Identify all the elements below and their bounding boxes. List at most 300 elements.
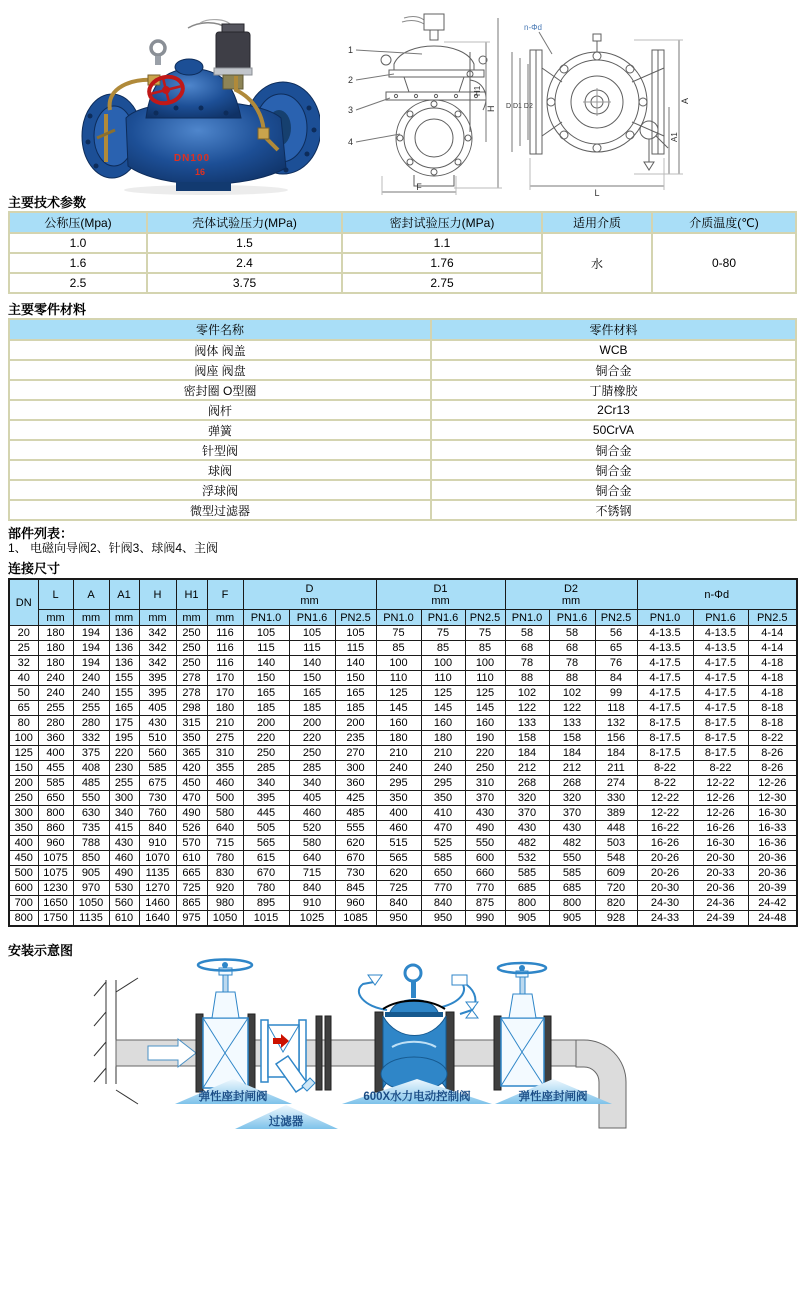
table-cell: 170: [207, 671, 243, 686]
table-cell: 395: [139, 671, 176, 686]
table-cell: 395: [243, 791, 289, 806]
table-cell: 275: [207, 731, 243, 746]
table-cell: 310: [207, 746, 243, 761]
table-cell: 950: [421, 911, 465, 927]
column-group-nphid: n-Φd: [637, 579, 797, 610]
table-row: [9, 881, 797, 896]
table-cell: 115: [243, 641, 289, 656]
table-cell: 970: [73, 881, 109, 896]
table-row: [9, 686, 797, 701]
table-cell: 840: [421, 896, 465, 911]
section-title-dimensions: 连接尺寸: [8, 561, 61, 576]
table-cell: 565: [243, 836, 289, 851]
table-cell: 585: [505, 866, 549, 881]
table-cell: 725: [176, 881, 207, 896]
table-cell: 585: [549, 866, 595, 881]
front-view-drawing: [512, 32, 683, 190]
table-cell: 1.0: [9, 233, 147, 253]
table-cell: 300: [9, 806, 38, 821]
table-cell: 470: [176, 791, 207, 806]
valve-base: [176, 182, 231, 191]
table-cell: 405: [139, 701, 176, 716]
table-cell: 610: [109, 911, 139, 927]
table-cell: 503: [595, 836, 637, 851]
table-cell: 4-17.5: [637, 656, 693, 671]
table-cell: 375: [73, 746, 109, 761]
table-cell: 16-33: [748, 821, 797, 836]
table-cell: 585: [139, 761, 176, 776]
table-cell: 1070: [139, 851, 176, 866]
table-cell: 165: [289, 686, 335, 701]
table-cell: 505: [243, 821, 289, 836]
table-row: [9, 360, 796, 380]
section-title-parts-list: 部件列表：: [8, 526, 74, 541]
table-cell: 20-33: [693, 866, 748, 881]
table-cell: 250: [9, 791, 38, 806]
table-cell: 370: [465, 791, 505, 806]
table-cell: 532: [505, 851, 549, 866]
table-cell: 1.1: [342, 233, 542, 253]
table-cell: 448: [595, 821, 637, 836]
dim-label-ddd: D D1 D2: [506, 103, 533, 110]
table-cell: 12-30: [748, 791, 797, 806]
pn-header: PN1.0: [376, 610, 421, 626]
table-cell: 110: [465, 671, 505, 686]
table-row: [9, 731, 797, 746]
table-cell: 300: [109, 791, 139, 806]
table-cell: 56: [595, 626, 637, 641]
table-cell: 285: [243, 761, 289, 776]
table-cell: 3.75: [147, 273, 342, 293]
table-cell: 12-22: [637, 806, 693, 821]
table-cell: 阀杆: [9, 400, 431, 420]
table-cell: 75: [421, 626, 465, 641]
column-header: A: [73, 579, 109, 610]
table-cell: 160: [465, 716, 505, 731]
table-cell: 445: [243, 806, 289, 821]
photo-marking-pn: 16: [194, 167, 206, 177]
table-cell: 100: [376, 656, 421, 671]
table-cell: 490: [109, 866, 139, 881]
table-cell: 1640: [139, 911, 176, 927]
column-header: 零件材料: [431, 319, 796, 340]
table-cell: 2Cr13: [431, 400, 796, 420]
table-cell: 990: [465, 911, 505, 927]
table-cell: 482: [549, 836, 595, 851]
table-cell: 250: [465, 761, 505, 776]
table-cell: WCB: [431, 340, 796, 360]
table-cell: 12-22: [637, 791, 693, 806]
table-cell: 278: [176, 671, 207, 686]
part-number-2: 2: [348, 75, 354, 85]
table-cell: 548: [595, 851, 637, 866]
pn-header: PN2.5: [595, 610, 637, 626]
table-cell: 840: [139, 821, 176, 836]
table-cell: 4-18: [748, 686, 797, 701]
part-number-3: 3: [348, 105, 354, 115]
table-cell: 8-22: [748, 731, 797, 746]
table-cell: 102: [505, 686, 549, 701]
table-cell: 75: [376, 626, 421, 641]
table-cell: 铜合金: [431, 440, 796, 460]
table-cell: 4-13.5: [637, 626, 693, 641]
table-row: [9, 701, 797, 716]
table-cell: 295: [376, 776, 421, 791]
table-cell: 弹簧: [9, 420, 431, 440]
table-cell: 75: [465, 626, 505, 641]
table-cell: 12-26: [693, 806, 748, 821]
table-cell: 118: [595, 701, 637, 716]
table-cell: 160: [376, 716, 421, 731]
table-cell: 150: [9, 761, 38, 776]
table-cell: 310: [465, 776, 505, 791]
table-cell: 1135: [73, 911, 109, 927]
section-title-tech-params: 主要技术参数: [8, 195, 87, 210]
table-cell: 330: [595, 791, 637, 806]
table-cell: 58: [505, 626, 549, 641]
table-cell: 24-36: [693, 896, 748, 911]
table-cell: 155: [109, 671, 139, 686]
table-cell: 905: [73, 866, 109, 881]
table-cell: 4-18: [748, 671, 797, 686]
column-header: H: [139, 579, 176, 610]
dim-label-a: A: [680, 97, 690, 104]
table-cell: 350: [421, 791, 465, 806]
table-cell: 735: [73, 821, 109, 836]
pn-header: PN1.6: [289, 610, 335, 626]
table-cell: 145: [376, 701, 421, 716]
table-cell: 球阀: [9, 460, 431, 480]
table-cell: 133: [505, 716, 549, 731]
table-cell: 460: [109, 851, 139, 866]
table-cell: 4-17.5: [693, 671, 748, 686]
table-cell: 670: [243, 866, 289, 881]
table-cell: 950: [376, 911, 421, 927]
column-header: F: [207, 579, 243, 610]
column-header: 介质温度(℃): [652, 212, 796, 233]
table-cell: 80: [9, 716, 38, 731]
table-cell: 4-17.5: [693, 686, 748, 701]
table-cell: 2.5: [9, 273, 147, 293]
table-cell: 165: [109, 701, 139, 716]
table-cell: 150: [289, 671, 335, 686]
table-cell: 20-30: [637, 881, 693, 896]
table-cell: 16-30: [693, 836, 748, 851]
table-row: [9, 806, 797, 821]
table-cell: 715: [207, 836, 243, 851]
table-cell: 1050: [207, 911, 243, 927]
table-row: [9, 420, 796, 440]
table-cell: 84: [595, 671, 637, 686]
label-control-valve: 600X水力电动控制阀: [363, 1091, 471, 1103]
table-cell: 铜合金: [431, 480, 796, 500]
table-cell: 212: [505, 761, 549, 776]
table-cell: 220: [465, 746, 505, 761]
table-cell: 200: [9, 776, 38, 791]
table-cell: 阀座 阀盘: [9, 360, 431, 380]
pipe-elbow: [576, 1040, 626, 1128]
table-cell: 565: [376, 851, 421, 866]
table-cell: 190: [465, 731, 505, 746]
table-cell: 微型过滤器: [9, 500, 431, 520]
table-cell: 350: [176, 731, 207, 746]
table-cell: 230: [109, 761, 139, 776]
table-cell: 342: [139, 656, 176, 671]
gate-valve-right: [494, 963, 551, 1090]
table-cell-medium: 水: [542, 233, 652, 293]
dim-label-nphid: n-Φd: [524, 23, 542, 32]
table-cell: 250: [176, 626, 207, 641]
table-row: [9, 896, 797, 911]
table-cell: 8-17.5: [693, 731, 748, 746]
table-cell: 170: [207, 686, 243, 701]
table-cell: 255: [109, 776, 139, 791]
table-cell: 24-33: [637, 911, 693, 927]
table-cell: 640: [289, 851, 335, 866]
table-cell: 400: [38, 746, 73, 761]
table-cell: 40: [9, 671, 38, 686]
pn-header: PN1.0: [505, 610, 549, 626]
table-cell: 250: [176, 656, 207, 671]
table-cell: 240: [73, 671, 109, 686]
table-cell: 280: [73, 716, 109, 731]
table-cell: 200: [289, 716, 335, 731]
table-cell: 830: [207, 866, 243, 881]
table-cell: 4-14: [748, 641, 797, 656]
table-cell: 132: [595, 716, 637, 731]
parts-list-line: 1、 电磁向导阀2、针阀3、球阀4、主阀: [8, 541, 219, 555]
table-cell: 700: [9, 896, 38, 911]
table-cell: 350: [9, 821, 38, 836]
table-cell: 158: [549, 731, 595, 746]
table-cell: 铜合金: [431, 360, 796, 380]
table-cell: 1025: [289, 911, 335, 927]
table-cell: 685: [549, 881, 595, 896]
table-cell: 122: [505, 701, 549, 716]
table-cell: 515: [376, 836, 421, 851]
table-cell: 240: [376, 761, 421, 776]
table-cell: 115: [289, 641, 335, 656]
column-group-d: D mm: [243, 579, 376, 610]
table-cell: 4-18: [748, 656, 797, 671]
table-row: [9, 233, 796, 253]
table-cell: 4-17.5: [693, 656, 748, 671]
table-cell: 133: [549, 716, 595, 731]
table-header-row: [9, 579, 797, 610]
table-cell: 16-26: [637, 836, 693, 851]
table-row: [9, 671, 797, 686]
table-cell: 1.76: [342, 253, 542, 273]
table-cell: 405: [289, 791, 335, 806]
table-cell: 270: [335, 746, 376, 761]
pn-header: PN1.6: [421, 610, 465, 626]
table-cell: 865: [176, 896, 207, 911]
table-cell: 156: [595, 731, 637, 746]
table-cell: 355: [207, 761, 243, 776]
table-row: [9, 500, 796, 520]
table-cell: 68: [505, 641, 549, 656]
table-cell: 20-36: [748, 851, 797, 866]
table-cell: 85: [421, 641, 465, 656]
table-cell: 85: [376, 641, 421, 656]
dim-label-h: H: [486, 105, 496, 112]
table-cell: 210: [207, 716, 243, 731]
dim-label-a1: A1: [670, 132, 679, 142]
table-cell: 455: [38, 761, 73, 776]
table-cell: 332: [73, 731, 109, 746]
table-cell: 485: [73, 776, 109, 791]
table-cell: 425: [335, 791, 376, 806]
pn-header: PN2.5: [335, 610, 376, 626]
table-cell: 8-17.5: [637, 746, 693, 761]
table-cell: 150: [243, 671, 289, 686]
table-cell: 630: [73, 806, 109, 821]
table-cell: 490: [465, 821, 505, 836]
table-cell: 960: [335, 896, 376, 911]
table-cell: 184: [595, 746, 637, 761]
table-cell: 200: [243, 716, 289, 731]
table-cell: 136: [109, 626, 139, 641]
table-cell: 268: [505, 776, 549, 791]
table-cell: 12-22: [693, 776, 748, 791]
table-cell: 510: [139, 731, 176, 746]
table-row: [9, 400, 796, 420]
table-cell: 125: [376, 686, 421, 701]
materials-table: [8, 318, 797, 521]
table-header-row: [9, 319, 796, 340]
table-cell: 99: [595, 686, 637, 701]
table-cell: 180: [376, 731, 421, 746]
unit-header: mm: [139, 610, 176, 626]
table-cell: 20-39: [748, 881, 797, 896]
table-row: [9, 716, 797, 731]
table-cell: 2.4: [147, 253, 342, 273]
table-cell: 725: [376, 881, 421, 896]
table-cell: 180: [421, 731, 465, 746]
pn-header: PN1.6: [693, 610, 748, 626]
table-cell: 24-42: [748, 896, 797, 911]
table-cell: 240: [38, 686, 73, 701]
table-cell: 570: [176, 836, 207, 851]
table-cell: 2.75: [342, 273, 542, 293]
table-cell: 8-26: [748, 746, 797, 761]
table-cell: 500: [9, 866, 38, 881]
table-cell: 980: [207, 896, 243, 911]
table-cell: 密封圈 O型圈: [9, 380, 431, 400]
table-cell: 780: [243, 881, 289, 896]
table-cell: 920: [207, 881, 243, 896]
table-cell: 415: [109, 821, 139, 836]
table-cell: 800: [505, 896, 549, 911]
table-cell: 1.6: [9, 253, 147, 273]
pn-header: PN1.0: [243, 610, 289, 626]
table-cell: 8-22: [637, 761, 693, 776]
table-cell: 640: [207, 821, 243, 836]
table-cell: 278: [176, 686, 207, 701]
table-cell: 20-36: [693, 881, 748, 896]
table-cell: 85: [465, 641, 505, 656]
table-cell: 560: [109, 896, 139, 911]
table-cell: 845: [335, 881, 376, 896]
table-cell: 525: [421, 836, 465, 851]
table-row: [9, 480, 796, 500]
table-cell: 770: [421, 881, 465, 896]
table-cell: 408: [73, 761, 109, 776]
column-group-d2: D2 mm: [505, 579, 637, 610]
table-cell: 65: [595, 641, 637, 656]
table-cell: 730: [335, 866, 376, 881]
table-cell: 450: [9, 851, 38, 866]
table-cell: 184: [505, 746, 549, 761]
table-row: [9, 440, 796, 460]
table-cell: 8-18: [748, 701, 797, 716]
table-cell: 1460: [139, 896, 176, 911]
table-cell: 555: [335, 821, 376, 836]
table-cell: 136: [109, 641, 139, 656]
table-cell: 210: [421, 746, 465, 761]
pn-header: PN2.5: [748, 610, 797, 626]
table-cell: 78: [505, 656, 549, 671]
table-cell: 585: [421, 851, 465, 866]
table-cell: 300: [335, 761, 376, 776]
technical-drawing: [334, 12, 802, 198]
pn-header: PN1.0: [637, 610, 693, 626]
table-cell: 110: [421, 671, 465, 686]
table-cell: 160: [421, 716, 465, 731]
column-header-dn: DN: [9, 579, 38, 626]
table-cell: 274: [595, 776, 637, 791]
table-cell: 370: [549, 806, 595, 821]
table-cell: 200: [335, 716, 376, 731]
section-title-materials: 主要零件材料: [8, 302, 87, 317]
table-cell: 350: [376, 791, 421, 806]
table-cell: 550: [73, 791, 109, 806]
table-row: [9, 641, 797, 656]
column-header: A1: [109, 579, 139, 610]
table-cell: 315: [176, 716, 207, 731]
table-cell: 670: [335, 851, 376, 866]
table-cell: 530: [109, 881, 139, 896]
table-row: [9, 626, 797, 641]
table-cell: 840: [289, 881, 335, 896]
table-cell: 620: [376, 866, 421, 881]
table-cell: 470: [421, 821, 465, 836]
table-row: [9, 821, 797, 836]
table-cell: 浮球阀: [9, 480, 431, 500]
table-cell: 102: [549, 686, 595, 701]
table-cell: 526: [176, 821, 207, 836]
table-cell: 730: [139, 791, 176, 806]
table-cell: 490: [176, 806, 207, 821]
table-header-row: [9, 212, 796, 233]
column-header: 密封试验压力(MPa): [342, 212, 542, 233]
table-cell: 788: [73, 836, 109, 851]
table-row: [9, 911, 797, 927]
table-cell: 910: [139, 836, 176, 851]
table-row: [9, 761, 797, 776]
table-cell: 250: [289, 746, 335, 761]
table-cell: 4-17.5: [637, 686, 693, 701]
table-cell: 395: [139, 686, 176, 701]
table-cell: 185: [335, 701, 376, 716]
table-cell: 116: [207, 641, 243, 656]
table-cell: 342: [139, 626, 176, 641]
table-cell: 8-22: [693, 761, 748, 776]
table-cell: 24-30: [637, 896, 693, 911]
table-cell: 8-22: [637, 776, 693, 791]
photo-marking-dn: DN100: [173, 153, 211, 164]
table-cell: 185: [289, 701, 335, 716]
